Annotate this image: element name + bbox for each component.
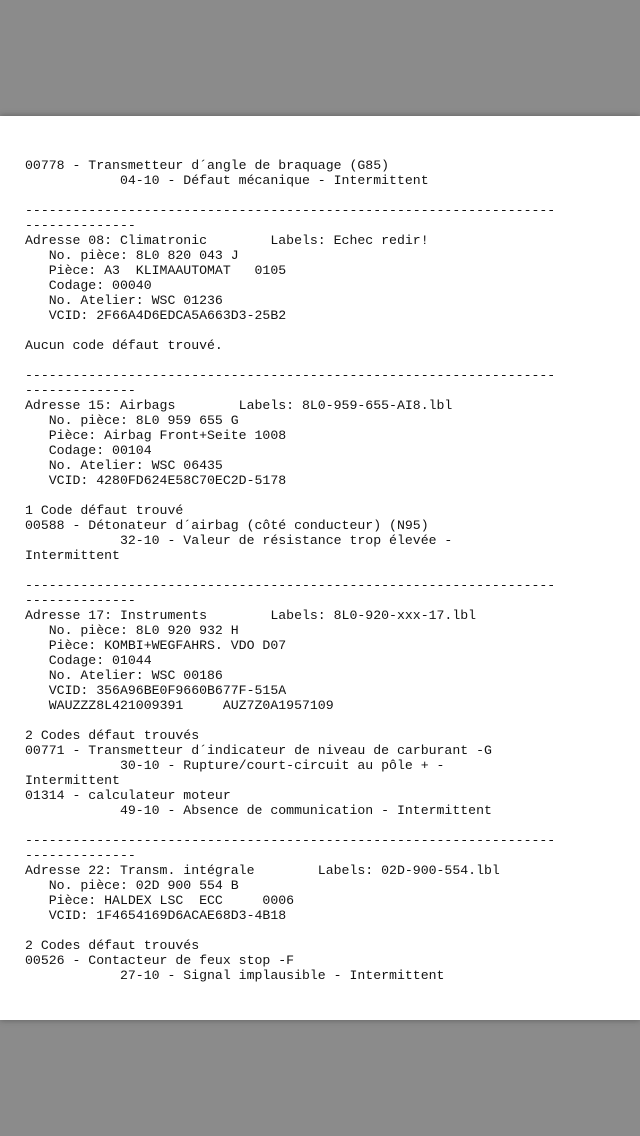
fault-count-line: 1 Code défaut trouvé bbox=[25, 503, 184, 518]
fault-count-line: 2 Codes défaut trouvés bbox=[25, 938, 200, 953]
component-line: Pièce: A3 KLIMAAUTOMAT 0105 bbox=[25, 263, 287, 278]
fault-count-line: 2 Codes défaut trouvés bbox=[25, 728, 200, 743]
part-number-line: No. pièce: 02D 900 554 B bbox=[25, 878, 239, 893]
fault-code-line: 00526 - Contacteur de feux stop -F bbox=[25, 953, 295, 968]
fault-detail-line: Intermittent bbox=[25, 548, 120, 563]
separator-line: -------------- bbox=[25, 218, 136, 233]
workshop-line: No. Atelier: WSC 06435 bbox=[25, 458, 223, 473]
vcid-line: VCID: 1F4654169D6ACAE68D3-4B18 bbox=[25, 908, 287, 923]
coding-line: Codage: 01044 bbox=[25, 653, 152, 668]
separator-line: ------------------------------------------------------------------- bbox=[25, 368, 556, 383]
blank-line bbox=[25, 923, 625, 938]
module-address-line: Adresse 22: Transm. intégrale Labels: 02D-900-554.lbl bbox=[25, 863, 500, 878]
part-number-line: No. pièce: 8L0 920 932 H bbox=[25, 623, 239, 638]
module-address-line: Adresse 17: Instruments Labels: 8L0-920-xxx-17.lbl bbox=[25, 608, 477, 623]
separator-line: -------------- bbox=[25, 848, 136, 863]
component-line: Pièce: Airbag Front+Seite 1008 bbox=[25, 428, 287, 443]
separator-line: -------------- bbox=[25, 593, 136, 608]
blank-line bbox=[25, 488, 625, 503]
blank-line bbox=[25, 713, 625, 728]
blank-line bbox=[25, 353, 625, 368]
fault-code-line: 00778 - Transmetteur d´angle de braquage (G85) bbox=[25, 158, 390, 173]
fault-detail-line: 30-10 - Rupture/court-circuit au pôle + - bbox=[25, 758, 445, 773]
blank-line bbox=[25, 323, 625, 338]
blank-line bbox=[25, 563, 625, 578]
fault-detail-line: 04-10 - Défaut mécanique - Intermittent bbox=[25, 173, 429, 188]
fault-code-line: 00771 - Transmetteur d´indicateur de niveau de carburant -G bbox=[25, 743, 492, 758]
fault-detail-line: Intermittent bbox=[25, 773, 120, 788]
workshop-line: No. Atelier: WSC 01236 bbox=[25, 293, 223, 308]
part-number-line: No. pièce: 8L0 959 655 G bbox=[25, 413, 239, 428]
component-line: Pièce: KOMBI+WEGFAHRS. VDO D07 bbox=[25, 638, 287, 653]
workshop-line: No. Atelier: WSC 00186 bbox=[25, 668, 223, 683]
vcid-line: VCID: 4280FD624E58C70EC2D-5178 bbox=[25, 473, 287, 488]
fault-code-line: 00588 - Détonateur d´airbag (côté conducteur) (N95) bbox=[25, 518, 429, 533]
vcid-line: VCID: 356A96BE0F9660B677F-515A bbox=[25, 683, 287, 698]
diagnostic-report bbox=[25, 158, 625, 983]
separator-line: ------------------------------------------------------------------- bbox=[25, 578, 556, 593]
fault-detail-line: 32-10 - Valeur de résistance trop élevée - bbox=[25, 533, 453, 548]
vin-line: WAUZZZ8L421009391 AUZ7Z0A1957109 bbox=[25, 698, 334, 713]
separator-line: ------------------------------------------------------------------- bbox=[25, 833, 556, 848]
fault-code-line: 01314 - calculateur moteur bbox=[25, 788, 231, 803]
document-page bbox=[0, 116, 640, 1020]
separator-line: ------------------------------------------------------------------- bbox=[25, 203, 556, 218]
part-number-line: No. pièce: 8L0 820 043 J bbox=[25, 248, 239, 263]
module-address-line: Adresse 15: Airbags Labels: 8L0-959-655-AI8.lbl bbox=[25, 398, 453, 413]
fault-detail-line: 49-10 - Absence de communication - Intermittent bbox=[25, 803, 492, 818]
vcid-line: VCID: 2F66A4D6EDCA5A663D3-25B2 bbox=[25, 308, 287, 323]
blank-line bbox=[25, 188, 625, 203]
fault-detail-line: 27-10 - Signal implausible - Intermittent bbox=[25, 968, 445, 983]
component-line: Pièce: HALDEX LSC ECC 0006 bbox=[25, 893, 295, 908]
blank-line bbox=[25, 818, 625, 833]
coding-line: Codage: 00104 bbox=[25, 443, 152, 458]
coding-line: Codage: 00040 bbox=[25, 278, 152, 293]
fault-count-line: Aucun code défaut trouvé. bbox=[25, 338, 223, 353]
module-address-line: Adresse 08: Climatronic Labels: Echec redir! bbox=[25, 233, 429, 248]
separator-line: -------------- bbox=[25, 383, 136, 398]
